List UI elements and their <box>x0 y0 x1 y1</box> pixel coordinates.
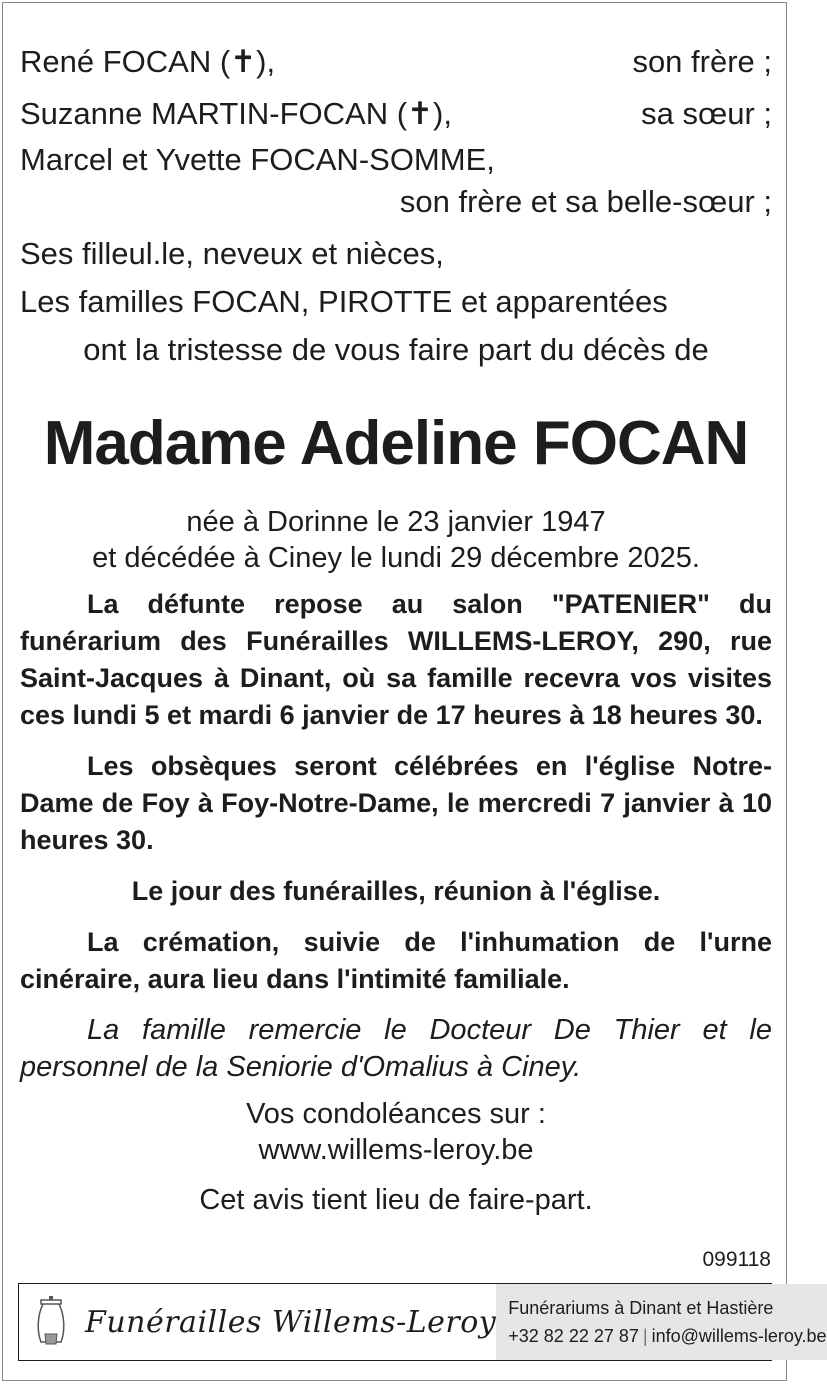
condolences-label: Vos condoléances sur : <box>246 1098 546 1130</box>
funeral-home-banner <box>18 1283 827 1361</box>
brand-name: Funérailles Willems-Leroy <box>85 1304 497 1340</box>
relative-relation: sa sœur ; <box>641 96 772 131</box>
urn-icon <box>31 1294 71 1350</box>
relative-name: Marcel et Yvette FOCAN-SOMME, <box>20 142 495 177</box>
locations-line: Funérariums à Dinant et Hastière <box>508 1298 774 1318</box>
notice-line: Cet avis tient lieu de faire-part. <box>199 1184 593 1216</box>
separator: | <box>642 1326 648 1346</box>
relative-relation: son frère ; <box>632 44 772 79</box>
gathering-paragraph: Le jour des funérailles, réunion à l'église. <box>131 876 661 906</box>
visitation-paragraph: La défunte repose au salon "PATENIER" du funérarium des Funérailles WILLEMS-LEROY, 290, rue Saint-Jacques à Dinant, où sa famille recevra vos visites ces lundi 5 et mardi 6 janvier de 17 heures à 18 heures 30. <box>20 589 772 730</box>
relative-name: René FOCAN (✝), <box>20 44 276 79</box>
condolences-url[interactable]: www.willems-leroy.be <box>258 1134 534 1166</box>
reference-number: 099118 <box>702 1248 771 1271</box>
thanks-paragraph: La famille remercie le Docteur De Thier et le personnel de la Seniorie d'Omalius à Ciney. <box>20 1014 772 1083</box>
announcement-line: ont la tristesse de vous faire part du décès de <box>83 332 709 367</box>
relative-line <box>20 180 772 224</box>
contact-line <box>508 1322 826 1350</box>
death-line: et décédée à Ciney le lundi 29 décembre 2025. <box>92 542 700 574</box>
godchildren-line: Ses filleul.le, neveux et nièces, <box>20 236 444 271</box>
families-line: Les familles FOCAN, PIROTTE et apparentées <box>20 284 668 319</box>
relative-name: Suzanne MARTIN-FOCAN (✝), <box>20 96 452 131</box>
relative-relation: son frère et sa belle-sœur ; <box>399 184 772 219</box>
relative-line <box>20 36 772 88</box>
birth-line: née à Dorinne le 23 janvier 1947 <box>186 506 606 538</box>
brand-area <box>19 1284 496 1360</box>
phone-number[interactable]: +32 82 22 27 87 <box>508 1326 639 1346</box>
deceased-name: Madame Adeline FOCAN <box>43 409 749 478</box>
relative-line <box>20 140 772 180</box>
funeral-paragraph: Les obsèques seront célébrées en l'église Notre-Dame de Foy à Foy-Notre-Dame, le mercredi 7 janvier à 10 heures 30. <box>20 751 772 855</box>
relative-line <box>20 88 772 140</box>
contact-area <box>496 1284 826 1360</box>
email-address[interactable]: info@willems-leroy.be <box>651 1326 827 1346</box>
obituary-body <box>20 36 772 1218</box>
cremation-paragraph: La crémation, suivie de l'inhumation de l'urne cinéraire, aura lieu dans l'intimité familiale. <box>20 927 772 994</box>
